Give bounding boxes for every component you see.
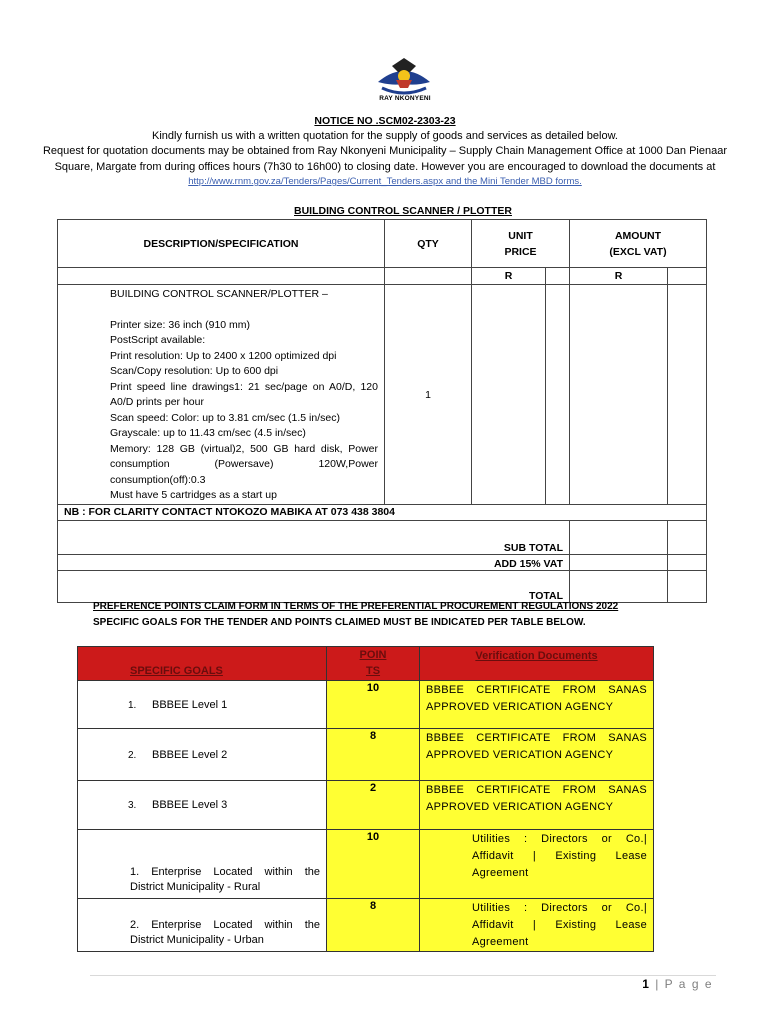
spec-line: Memory: 128 GB (virtual)2, 500 GB hard disk, Power consumption (Powersave) 120W,Power consumption(off):0.3 [110, 442, 378, 486]
goal-points: 8 [327, 899, 420, 952]
goal-row [78, 899, 654, 952]
vat-row [58, 555, 707, 571]
spec-line: Grayscale: up to 11.43 cm/sec (4.5 in/sec) [110, 427, 306, 439]
spec-line: Scan speed: Color: up to 3.81 cm/sec (1.5 in/sec) [110, 411, 340, 424]
col-specific-goals: SPECIFIC GOALS [78, 647, 327, 681]
col-amount: AMOUNT (EXCL VAT) [570, 220, 707, 268]
spec-line: Scan/Copy resolution: Up to 600 dpi [110, 365, 279, 377]
col-verification: Verification Documents [420, 647, 654, 681]
goal-verification: Utilities : Directors or Co.| Affidavit | Existing Lease Agreement [420, 899, 654, 952]
page-label: | P a g e [655, 977, 713, 991]
goal-points: 10 [327, 681, 420, 729]
intro-line-1: Kindly furnish us with a written quotation for the supply of goods and services as detailed below. [152, 130, 618, 142]
col-unit-price: UNIT PRICE [472, 220, 570, 268]
goals-header-row [78, 647, 654, 681]
logo-caption: RAY NKONYENI [379, 95, 431, 102]
goal-row [78, 830, 654, 899]
spec-line: Printer size: 36 inch (910 mm) [110, 318, 251, 331]
goal-label: 1. Enterprise Located within the District Municipality - Rural [78, 830, 327, 899]
specific-goals-instruction: SPECIFIC GOALS FOR THE TENDER AND POINTS CLAIMED MUST BE INDICATED PER TABLE BELOW. [93, 617, 586, 628]
unit-price-currency: R [472, 268, 546, 285]
spec-line: Print speed line drawings1: 21 sec/page on A0/D, 120 A0/D prints per hour [110, 380, 378, 408]
total-label: TOTAL [58, 571, 570, 603]
tender-documents-link[interactable]: http://www.rnm.gov.za/Tenders/Pages/Current_Tenders.aspx and the Mini Tender MBD forms. [188, 176, 582, 187]
vat-label: ADD 15% VAT [58, 555, 570, 571]
page-footer [642, 977, 713, 991]
notice-number: NOTICE NO .SCM02-2303-23 [314, 115, 456, 127]
spec-line: Print resolution: Up to 2400 x 1200 optimized dpi [110, 349, 337, 362]
goal-verification: Utilities : Directors or Co.| Affidavit | Existing Lease Agreement [420, 830, 654, 899]
goal-row [78, 681, 654, 729]
goal-label: 2. BBBEE Level 2 [78, 729, 327, 781]
municipality-logo [372, 58, 436, 110]
spec-line: Must have 5 cartridges as a start up [110, 489, 277, 501]
nb-contact: NB : FOR CLARITY CONTACT NTOKOZO MABIKA AT 073 438 3804 [58, 505, 707, 521]
nb-row [58, 505, 707, 521]
currency-row [58, 268, 707, 285]
goal-row [78, 729, 654, 781]
col-qty: QTY [385, 220, 472, 268]
intro-line-2: Request for quotation documents may be obtained from Ray Nkonyeni Municipality – Supply Chain Management Office at 1000 Dan Pienaar [42, 145, 728, 157]
col-points: POIN TS [327, 647, 420, 681]
goal-points: 10 [327, 830, 420, 899]
subtotal-label: SUB TOTAL [58, 521, 570, 555]
goal-label: 1. BBBEE Level 1 [78, 681, 327, 729]
footer-divider [90, 975, 716, 976]
goal-verification: BBBEE CERTIFICATE FROM SANAS APPROVED VERICATION AGENCY [420, 681, 654, 729]
spec-line: PostScript available: [110, 334, 206, 346]
amount-currency: R [570, 268, 668, 285]
quote-header-row [58, 220, 707, 268]
preference-heading: PREFERENCE POINTS CLAIM FORM IN TERMS OF THE PREFERENTIAL PROCUREMENT REGULATIONS 2022 [93, 601, 619, 612]
col-description: DESCRIPTION/SPECIFICATION [58, 220, 385, 268]
goal-row [78, 781, 654, 830]
quote-table-title: BUILDING CONTROL SCANNER / PLOTTER [294, 205, 512, 217]
specific-goals-table [77, 646, 654, 952]
item-description [58, 285, 385, 505]
goal-verification: BBBEE CERTIFICATE FROM SANAS APPROVED VERICATION AGENCY [420, 729, 654, 781]
goal-label: 2. Enterprise Located within the District Municipality - Urban [78, 899, 327, 952]
item-row [58, 285, 707, 505]
total-row [58, 571, 707, 603]
quotation-table [57, 219, 707, 603]
goal-label: 3. BBBEE Level 3 [78, 781, 327, 830]
goal-points: 2 [327, 781, 420, 830]
goal-verification: BBBEE CERTIFICATE FROM SANAS APPROVED VERICATION AGENCY [420, 781, 654, 830]
item-qty: 1 [385, 285, 472, 505]
intro-line-3: Square, Margate from during offices hours (7h30 to 16h00) to closing date. However you are encouraged to download the documents at [54, 161, 716, 173]
page-number: 1 [642, 977, 651, 991]
subtotal-row [58, 521, 707, 555]
item-title: BUILDING CONTROL SCANNER/PLOTTER – [110, 288, 328, 300]
goal-points: 8 [327, 729, 420, 781]
